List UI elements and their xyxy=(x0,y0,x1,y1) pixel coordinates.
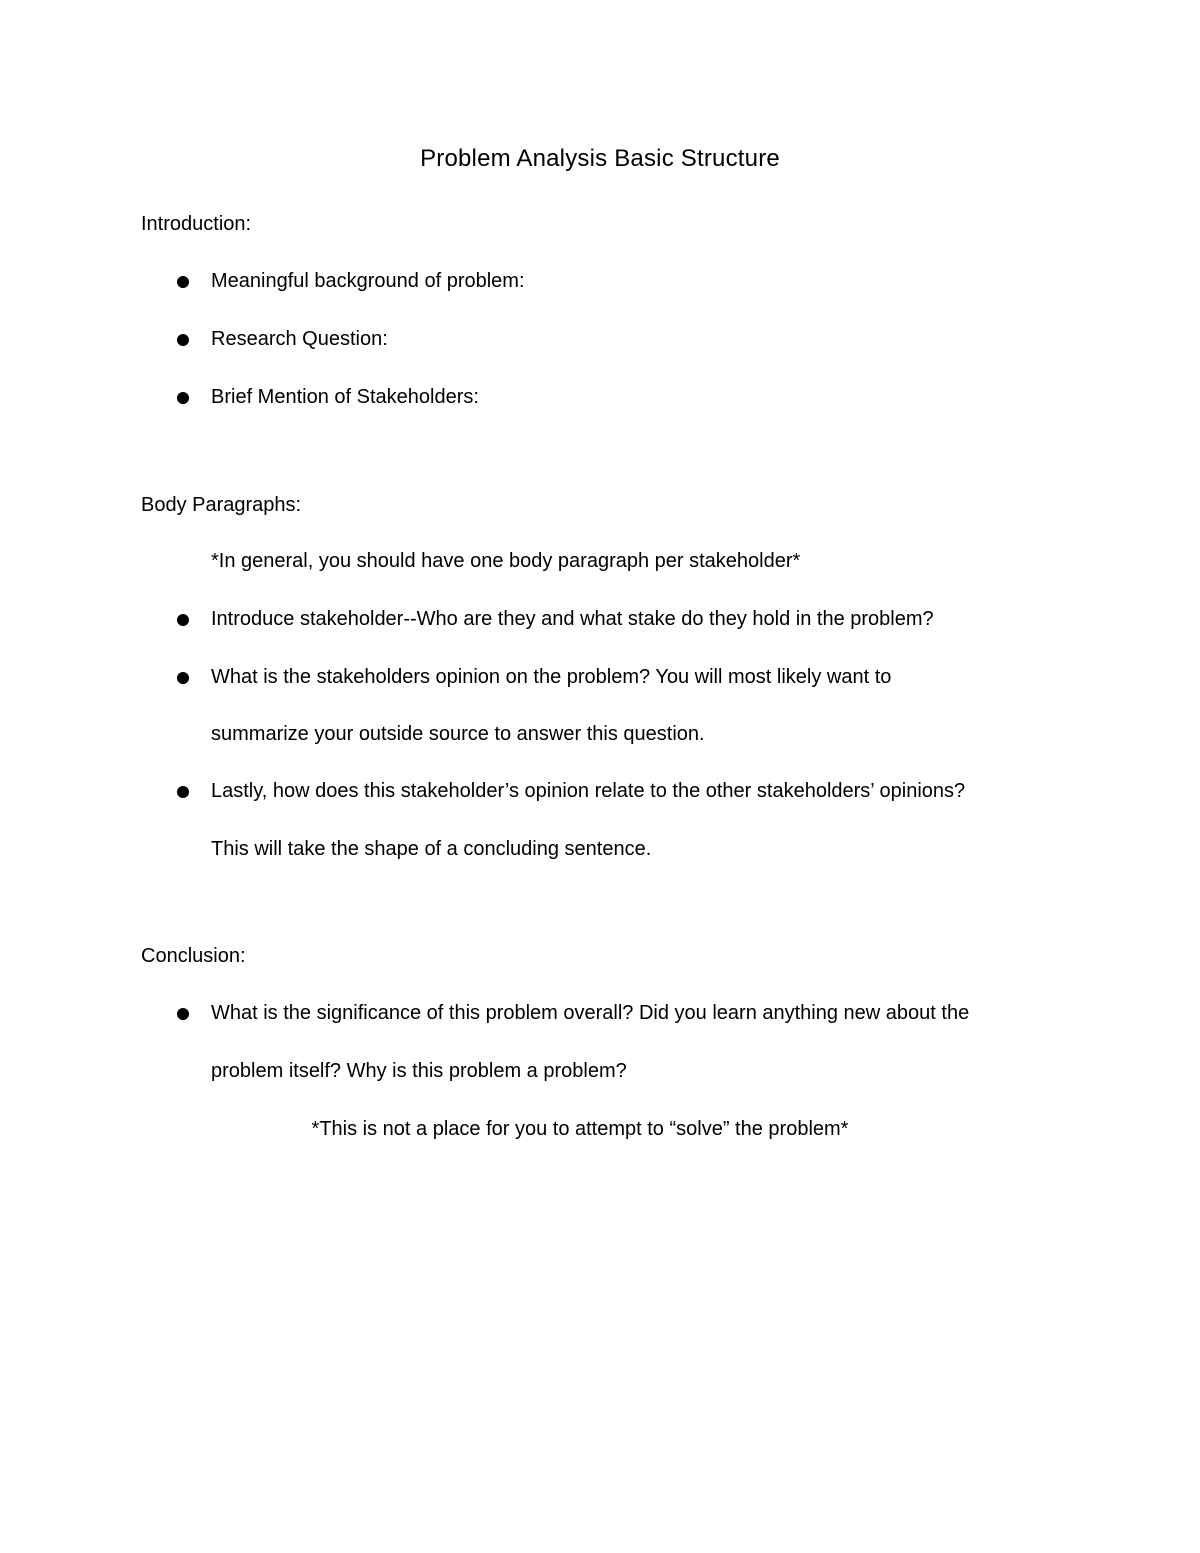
conclusion-heading: Conclusion: xyxy=(141,945,246,967)
conclusion-bullet-line-1: What is the significance of this problem overall? Did you learn anything new about the xyxy=(211,1002,970,1024)
introduction-bullet-background: Meaningful background of problem: xyxy=(211,270,525,292)
body-paragraphs-note: *In general, you should have one body paragraph per stakeholder* xyxy=(211,550,801,572)
body-bullet-relation-line-1: Lastly, how does this stakeholder’s opinion relate to the other stakeholders’ opinions? xyxy=(211,780,966,802)
introduction-bullet-stakeholders: Brief Mention of Stakeholders: xyxy=(211,386,479,408)
bullet-icon xyxy=(177,614,189,626)
bullet-icon xyxy=(177,334,189,346)
introduction-bullet-research-question: Research Question: xyxy=(211,328,388,350)
bullet-icon xyxy=(177,672,189,684)
bullet-icon xyxy=(177,786,189,798)
body-paragraphs-heading: Body Paragraphs: xyxy=(141,494,302,516)
conclusion-bullet-line-2: problem itself? Why is this problem a problem? xyxy=(211,1060,627,1082)
introduction-heading: Introduction: xyxy=(141,213,252,235)
body-bullet-opinion-line-1: What is the stakeholders opinion on the problem? You will most likely want to xyxy=(211,666,892,688)
bullet-icon xyxy=(177,276,189,288)
bullet-icon xyxy=(177,392,189,404)
body-bullet-introduce-stakeholder: Introduce stakeholder--Who are they and what stake do they hold in the problem? xyxy=(211,608,934,630)
conclusion-note: *This is not a place for you to attempt to “solve” the problem* xyxy=(311,1118,849,1140)
page-title: Problem Analysis Basic Structure xyxy=(420,145,780,172)
body-bullet-relation-line-2: This will take the shape of a concluding sentence. xyxy=(211,838,652,860)
body-bullet-opinion-line-2: summarize your outside source to answer this question. xyxy=(211,723,705,745)
bullet-icon xyxy=(177,1008,189,1020)
